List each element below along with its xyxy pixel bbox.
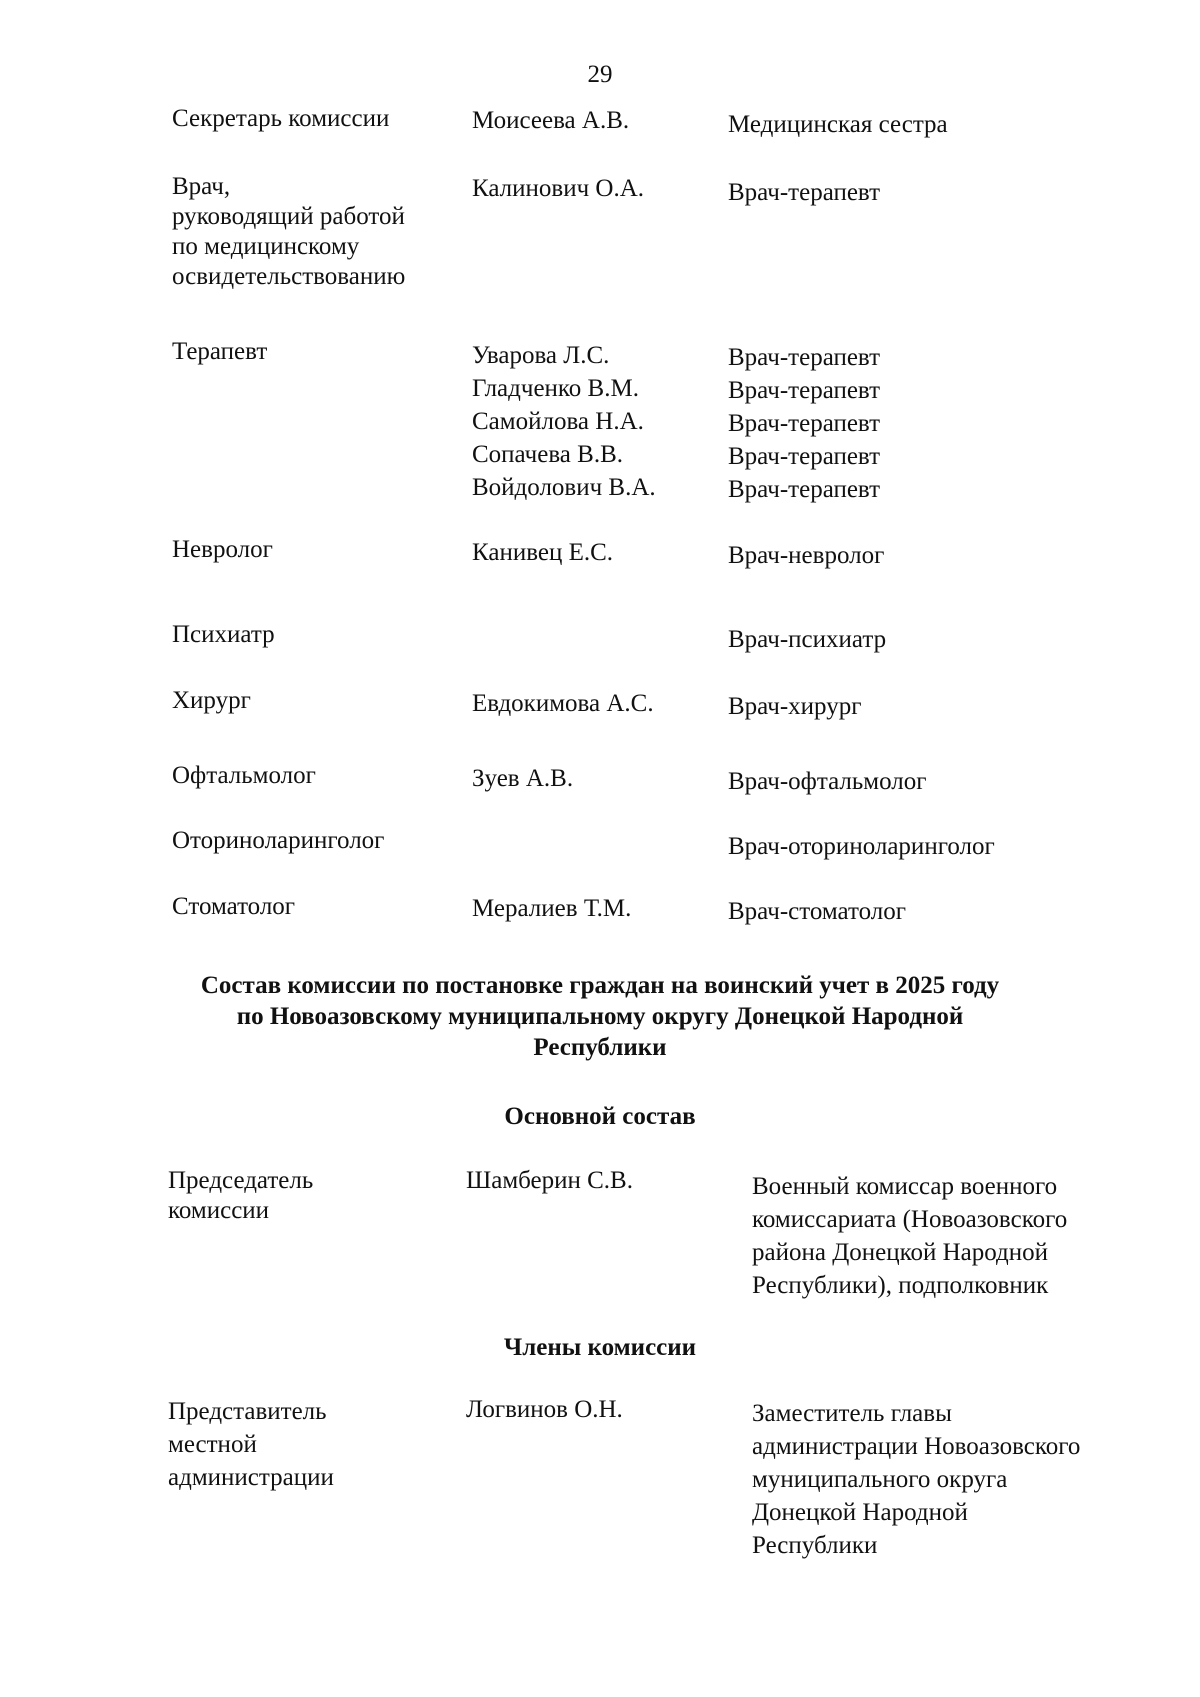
row-neurologist-person: Канивец Е.С. [472,539,614,566]
row-ent-role: Оториноларинголог [172,827,385,854]
row-neurologist-role: Невролог [172,536,273,563]
row-ent-position: Врач-оториноларинголог [728,833,995,860]
row-ophthalmologist-role: Офтальмолог [172,762,316,789]
member-person: Логвинов О.Н. [466,1396,623,1423]
row-surgeon-position: Врач-хирург [728,693,862,720]
members-heading: Члены комиссии [503,1334,697,1361]
row-secretary-person: Моисеева А.В. [472,107,630,134]
row-therapist-role: Терапевт [172,338,268,365]
row-dentist-position: Врач-стоматолог [728,898,906,925]
section-title: Состав комиссии по постановке граждан на воинский учет в 2025 году по Новоазовскому муниципальному округу Донецкой Народной Республики [200,972,1000,1061]
member-position: Заместитель главы администрации Новоазовского муниципального округа Донецкой Народной Республики [752,1400,1081,1559]
chairman-role: Председатель комиссии [168,1167,314,1224]
row-neurologist-position: Врач-невролог [728,542,885,569]
row-therapist-persons: Уварова Л.С. Гладченко В.М. Самойлова Н.А. Сопачева В.В. Войдолович В.А. [472,342,656,501]
row-lead-doctor-role: Врач, руководящий работой по медицинскому освидетельствованию [172,173,406,290]
row-ophthalmologist-person: Зуев А.В. [472,765,574,792]
chairman-position: Военный комиссар военного комиссариата (Новоазовского района Донецкой Народной Республики), подполковник [752,1173,1068,1299]
member-role: Представитель местной администрации [168,1398,334,1491]
page-number: 29 [587,61,613,88]
row-ophthalmologist-position: Врач-офтальмолог [728,768,927,795]
row-therapist-positions: Врач-терапевт Врач-терапевт Врач-терапевт Врач-терапевт Врач-терапевт [728,344,881,503]
row-lead-doctor-person: Калинович О.А. [472,175,645,202]
row-lead-doctor-position: Врач-терапевт [728,179,881,206]
row-dentist-role: Стоматолог [172,893,296,920]
row-secretary-position: Медицинская сестра [728,111,948,138]
chairman-person: Шамберин С.В. [466,1167,633,1194]
row-surgeon-person: Евдокимова А.С. [472,690,654,717]
row-secretary-role: Секретарь комиссии [172,105,390,132]
main-composition-heading: Основной состав [504,1103,696,1130]
row-dentist-person: Мералиев Т.М. [472,895,632,922]
row-psychiatrist-position: Врач-психиатр [728,626,887,653]
row-surgeon-role: Хирург [172,687,251,714]
row-psychiatrist-role: Психиатр [172,621,275,648]
